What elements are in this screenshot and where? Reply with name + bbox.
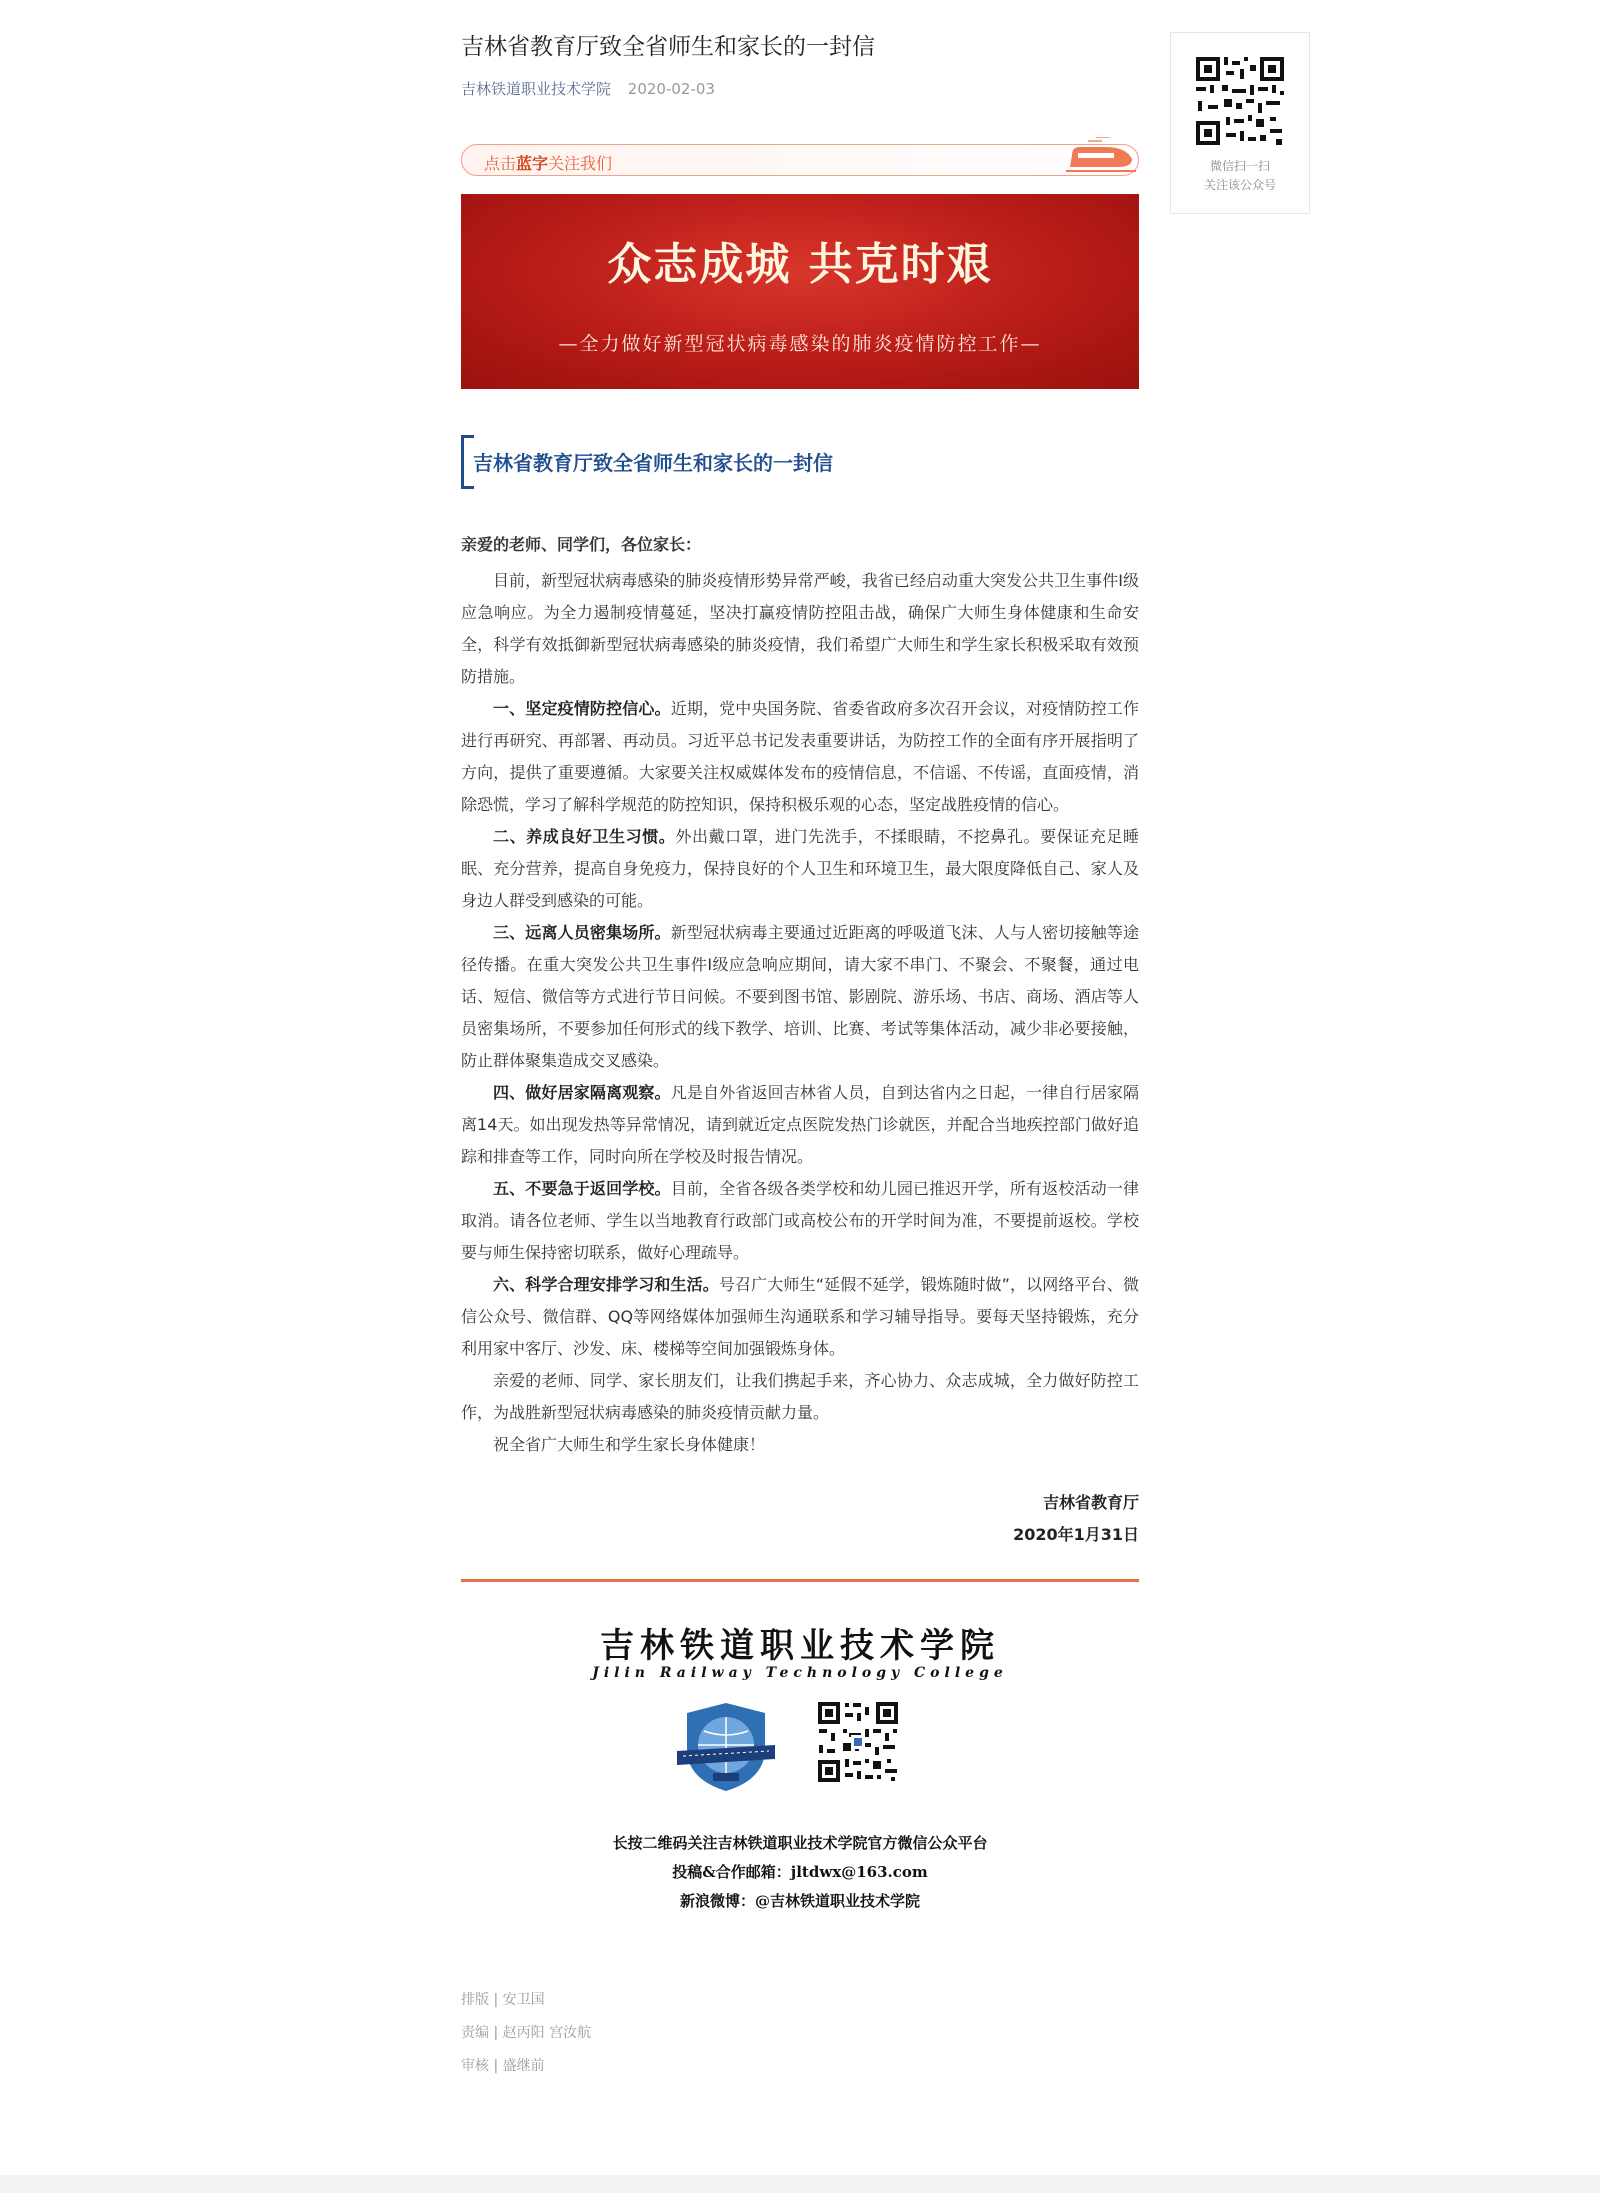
publish-date: 2020-02-03 [627, 80, 715, 98]
letter-item: 一、坚定疫情防控信心。近期，党中央国务院、省委省政府多次召开会议，对疫情防控工作进行再研究、再部署、再动员。习近平总书记发表重要讲话，为防控工作的全面有序开展指明了方向，提供了重要遵循。大家要关注权威媒体发布的疫情信息，不信谣、不传谣，直面疫情，消除恐慌，学习了解科学规范的防控知识，保持积极乐观的心态，坚定战胜疫情的信心。 [461, 699, 1139, 814]
section-heading-text: 吉林省教育厅致全省师生和家长的一封信 [473, 451, 833, 475]
follow-qr-panel [1170, 32, 1310, 214]
article-title: 吉林省教育厅致全省师生和家长的一封信 [461, 34, 875, 60]
campaign-banner [461, 194, 1139, 389]
section-heading [461, 435, 1139, 487]
letter-signature [461, 1487, 1139, 1551]
school-name-cn: 吉林铁道职业技术学院 [600, 1626, 1000, 1666]
train-icon [1066, 137, 1136, 175]
letter-item: 二、养成良好卫生习惯。外出戴口罩，进门先洗手，不揉眼睛，不挖鼻孔。要保证充足睡眠、充分营养，提高自身免疫力，保持良好的个人卫生和环境卫生，最大限度降低自己、家人及身边人群受到感染的可能。 [461, 827, 1139, 910]
footer-contact [461, 1829, 1139, 1916]
article-meta [461, 78, 1139, 99]
letter-greeting: 亲爱的老师、同学们，各位家长： [461, 535, 702, 554]
credit-row: 责编 | 赵丙阳 宫汝航 [461, 2025, 592, 2041]
qr-caption: 微信扫一扫 关注该公众号 [1203, 159, 1276, 192]
school-name-en: Jilin Railway Technology College [592, 1665, 1008, 1681]
letter-item: 五、不要急于返回学校。目前，全省各级各类学校和幼儿园已推迟开学，所有返校活动一律取消。请各位老师、学生以当地教育行政部门或高校公布的开学时间为准，不要提前返校。学校要与师生保持密切联系，做好心理疏导。 [461, 1179, 1139, 1262]
account-name-link[interactable]: 吉林铁道职业技术学院 [461, 80, 612, 98]
follow-prompt-text: 点击蓝字关注我们 [484, 154, 613, 173]
footer-divider [461, 1579, 1139, 1582]
follow-highlight: 蓝字 [516, 154, 549, 173]
letter-item: 三、远离人员密集场所。新型冠状病毒主要通过近距离的呼吸道飞沫、人与人密切接触等途径传播。在重大突发公共卫生事件Ⅰ级应急响应期间，请大家不串门、不聚会、不聚餐，通过电话、短信、微信等方式进行节日问候。不要到图书馆、影剧院、游乐场、书店、商场、酒店等人员密集场所，不要参加任何形式的线下教学、培训、比赛、考试等集体活动，减少非必要接触，防止群体聚集造成交叉感染。 [461, 923, 1139, 1070]
banner-headline: 众志成城 共克时艰 [607, 239, 993, 290]
page-bottom-strip [0, 2175, 1600, 2193]
signature-org: 吉林省教育厅 [1042, 1493, 1139, 1512]
article-credits [461, 1984, 1139, 2083]
letter-item: 四、做好居家隔离观察。凡是自外省返回吉林省人员，自到达省内之日起，一律自行居家隔离14天。如出现发热等异常情况，请到就近定点医院发热门诊就医，并配合当地疾控部门做好追踪和排查等工作，同时向所在学校及时报告情况。 [461, 1083, 1139, 1166]
letter-closing: 亲爱的老师、同学、家长朋友们，让我们携起手来，齐心协力、众志成城，全力做好防控工作，为战胜新型冠状病毒感染的肺炎疫情贡献力量。 [461, 1371, 1139, 1422]
signature-date: 2020年1月31日 [1013, 1525, 1139, 1544]
contact-email: 投稿&合作邮箱：jltdwx@163.com [672, 1863, 928, 1881]
qr-code-icon[interactable] [815, 1699, 901, 1785]
banner-subline: —全力做好新型冠状病毒感染的肺炎疫情防控工作— [558, 333, 1042, 355]
follow-prompt-bar[interactable] [461, 144, 1139, 176]
contact-qr-hint: 长按二维码关注吉林铁道职业技术学院官方微信公众平台 [612, 1834, 988, 1852]
letter-body [461, 529, 1139, 1461]
letter-intro: 目前，新型冠状病毒感染的肺炎疫情形势异常严峻，我省已经启动重大突发公共卫生事件Ⅰ级应急响应。为全力遏制疫情蔓延，坚决打赢疫情防控阻击战，确保广大师生身体健康和生命安全，科学有效抵御新型冠状病毒感染的肺炎疫情，我们希望广大师生和学生家长积极采取有效预防措施。 [461, 571, 1139, 686]
article-content [461, 30, 1139, 2083]
qr-code-icon[interactable] [1194, 55, 1286, 147]
contact-weibo: 新浪微博：@吉林铁道职业技术学院 [679, 1892, 920, 1910]
letter-wish: 祝全省广大师生和学生家长身体健康！ [493, 1435, 766, 1454]
school-emblem-icon [673, 1699, 779, 1795]
credit-row: 审核 | 盛继前 [461, 2058, 545, 2074]
footer-logos [461, 1699, 1139, 1799]
credit-row: 排版 | 安卫国 [461, 1992, 545, 2008]
letter-item: 六、科学合理安排学习和生活。号召广大师生“延假不延学，锻炼随时做”，以网络平台、微信公众号、微信群、QQ等网络媒体加强师生沟通联系和学习辅导指导。要每天坚持锻炼，充分利用家中客厅、沙发、床、楼梯等空间加强锻炼身体。 [461, 1275, 1139, 1358]
